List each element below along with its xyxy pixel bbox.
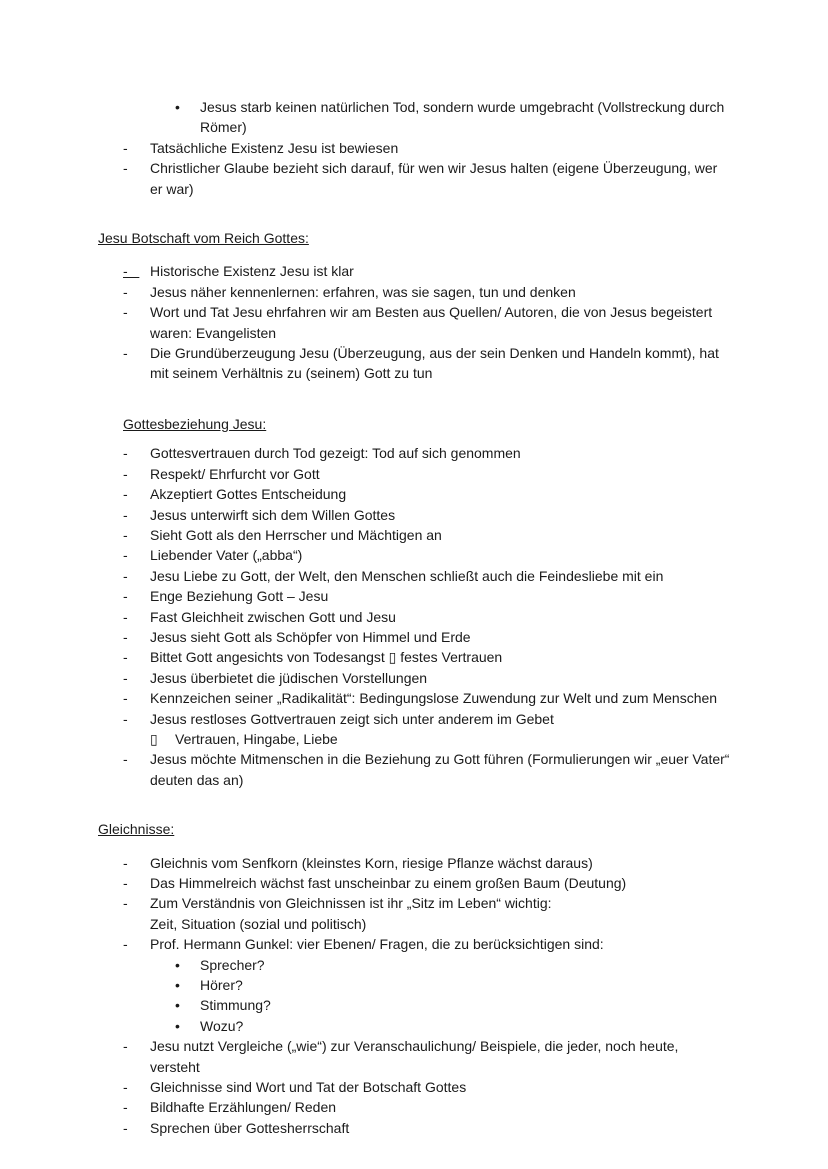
list-item-text: Christlicher Glaube bezieht sich darauf, für wen wir Jesus halten (eigene Überzeugung, wer er war) [150,160,718,197]
dash-marker: - [123,649,128,666]
dash-marker: - [123,486,128,503]
list-item [123,607,732,627]
list-item [123,586,732,606]
list-item-text: Akzeptiert Gottes Entscheidung [150,486,347,503]
section-heading [123,414,732,434]
list-item [123,873,732,893]
list-item [123,261,732,281]
list-item [123,893,732,913]
dash-marker: - [123,547,128,564]
list-item [123,853,732,873]
list-item [123,627,732,647]
dash-marker: - [123,1079,128,1096]
list-item [123,647,732,667]
dash-marker: - [123,608,128,625]
document-content [98,97,732,1138]
list-item-text: Zeit, Situation (sozial und politisch) [150,915,367,932]
bullet-icon: • [175,99,180,115]
list-item [175,1016,732,1036]
dash-marker: - [123,588,128,605]
list-item-text: Jesu Liebe zu Gott, der Welt, den Menschen schließt auch die Feindesliebe mit ein [150,567,664,584]
list-item-text: Jesus näher kennenlernen: erfahren, was sie sagen, tun und denken [150,283,576,300]
dash-marker: - [123,1119,128,1136]
section-heading [98,819,732,839]
dash-marker: - [123,1038,128,1055]
list-item [123,709,732,729]
list-item-text: Wozu? [200,1017,244,1034]
list-item-text: Enge Beziehung Gott – Jesu [150,588,329,605]
list-item-text: Zum Verständnis von Gleichnissen ist ihr „Sitz im Leben“ wichtig: [150,895,552,912]
list-item-text: Stimmung? [200,997,271,1014]
bullet-icon: • [175,956,180,973]
list-item-text: Sprechen über Gottesherrschaft [150,1119,350,1136]
dash-marker: - [123,263,140,280]
list-item [123,138,732,158]
list-item [123,282,732,302]
list-item [123,343,732,384]
dash-marker: - [123,160,128,177]
list-item [123,934,732,954]
list-item-text: Jesus sieht Gott als Schöpfer von Himmel und Erde [150,628,471,645]
dash-marker: - [123,283,128,300]
list-item [175,995,732,1015]
list-item-text: Jesus überbietet die jüdischen Vorstellungen [150,669,428,686]
dash-marker: - [123,895,128,912]
bullet-icon: • [175,1017,180,1034]
section-heading-text: Jesu Botschaft vom Reich Gottes: [98,230,309,247]
dash-marker: - [123,875,128,891]
list-item [123,443,732,463]
section-heading-text: Gottesbeziehung Jesu: [123,415,267,432]
list-item-text: Jesus unterwirft sich dem Willen Gottes [150,506,396,523]
bullet-icon: • [175,977,180,994]
list-item [150,729,732,749]
dash-marker: - [123,526,128,543]
list-item [123,464,732,484]
arrow-placeholder-icon: ▯ [150,730,158,747]
list-item [123,1036,732,1077]
dash-marker: - [123,936,128,953]
list-item-text: Liebender Vater („abba“) [150,547,303,564]
bullet-icon: • [175,997,180,1014]
list-item-text: Hörer? [200,977,243,994]
list-item-text: Kennzeichen seiner „Radikalität“: Bedingungslose Zuwendung zur Welt und zum Menschen [150,690,718,707]
list-item [123,525,732,545]
list-item [175,955,732,975]
list-item-text: Jesu nutzt Vergleiche („wie“) zur Veranschaulichung/ Beispiele, die jeder, noch heute, versteht [150,1038,679,1075]
list-item-text: Vertrauen, Hingabe, Liebe [175,730,338,747]
list-item [123,566,732,586]
section-heading [98,228,732,248]
list-item-text: Die Grundüberzeugung Jesu (Überzeugung, aus der sein Denken und Handeln kommt), hat mit seinem Verhältnis zu (seinem) Gott zu tun [150,345,719,382]
list-item-text: Prof. Hermann Gunkel: vier Ebenen/ Fragen, die zu berücksichtigen sind: [150,936,604,953]
dash-marker: - [123,506,128,523]
section-heading-text: Gleichnisse: [98,821,175,838]
list-item [123,749,732,790]
dash-marker: - [123,751,128,768]
list-item [123,668,732,688]
dash-marker: - [123,567,128,584]
dash-marker: - [123,628,128,645]
list-item-text: Sieht Gott als den Herrscher und Mächtigen an [150,526,442,543]
list-item-text: Historische Existenz Jesu ist klar [150,263,354,280]
list-item-text: Gleichnisse sind Wort und Tat der Botschaft Gottes [150,1079,467,1096]
list-item-text: Bittet Gott angesichts von Todesangst ▯ festes Vertrauen [150,649,503,666]
dash-marker: - [123,465,128,482]
list-item [123,158,732,199]
dash-marker: - [123,1099,128,1116]
list-item [123,505,732,525]
list-item-text: Jesus starb keinen natürlichen Tod, sondern wurde umgebracht (Vollstreckung durch Römer) [200,99,725,136]
list-item-text: Sprecher? [200,956,265,973]
list-item-text: Fast Gleichheit zwischen Gott und Jesu [150,608,396,625]
list-item-text: Tatsächliche Existenz Jesu ist bewiesen [150,139,399,156]
dash-marker: - [123,445,128,462]
dash-marker: - [123,690,128,707]
list-item [123,688,732,708]
list-item [123,302,732,343]
list-item-text: Das Himmelreich wächst fast unscheinbar zu einem großen Baum (Deutung) [150,875,627,891]
list-item [123,545,732,565]
list-item-text: Respekt/ Ehrfurcht vor Gott [150,465,320,482]
dash-marker: - [123,304,128,321]
list-item-text: Gottesvertrauen durch Tod gezeigt: Tod auf sich genommen [150,445,521,462]
list-item-text: Wort und Tat Jesu ehrfahren wir am Besten aus Quellen/ Autoren, die von Jesus begeistert waren: Evangelisten [150,304,713,341]
dash-marker: - [123,139,128,156]
list-item [175,975,732,995]
list-item-text: Gleichnis vom Senfkorn (kleinstes Korn, riesige Pflanze wächst daraus) [150,854,593,871]
dash-marker: - [123,710,128,727]
dash-marker: - [123,669,128,686]
list-item-text: Bildhafte Erzählungen/ Reden [150,1099,337,1116]
dash-marker: - [123,854,128,871]
list-item [123,1097,732,1117]
dash-marker: - [123,345,128,362]
list-item [123,1118,732,1138]
list-item [175,97,732,138]
list-item-text: Jesus restloses Gottvertrauen zeigt sich unter anderem im Gebet [150,710,554,727]
list-item-text: Jesus möchte Mitmenschen in die Beziehung zu Gott führen (Formulierungen wir „euer Vater“ deuten das an) [150,751,730,788]
list-item [123,1077,732,1097]
list-item [123,914,732,934]
list-item [123,484,732,504]
